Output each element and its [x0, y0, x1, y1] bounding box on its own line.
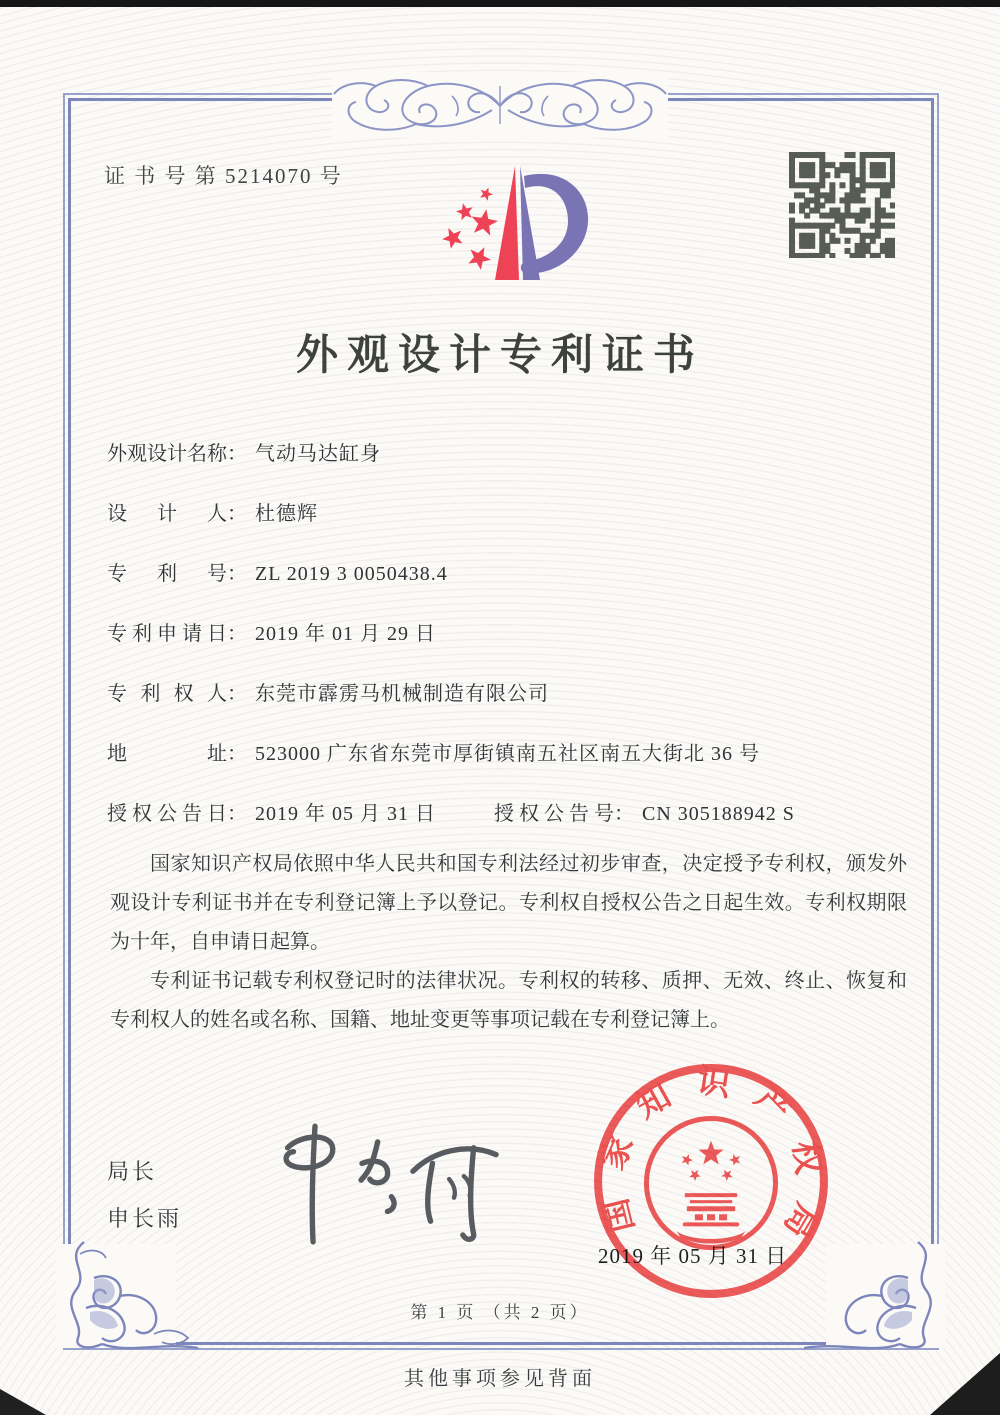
field-label: 外观设计名称 [107, 443, 227, 465]
svg-text:国家知识产权局 [592, 1062, 829, 1264]
field-colon: ： [227, 683, 247, 705]
field-colon: ： [614, 803, 634, 825]
officer-title: 局长 [107, 1159, 158, 1184]
officer-block [107, 1155, 182, 1249]
field-label: 地址 [107, 743, 227, 765]
national-emblem-seal-icon [590, 1060, 832, 1302]
field-value: 东莞市霹雳马机械制造有限公司 [255, 683, 549, 705]
page-number: 第 1 页 （共 2 页） [410, 1303, 590, 1322]
field-value: CN 305188942 S [642, 803, 795, 825]
bottom-left-flourish-icon [50, 1238, 202, 1356]
handwritten-signature-icon [268, 1118, 503, 1250]
field-value: 气动马达缸身 [255, 443, 381, 465]
field-address [107, 737, 910, 763]
field-label: 专利权人 [107, 683, 227, 705]
field-colon: ： [227, 743, 247, 765]
field-patentee [107, 677, 910, 703]
logo-stars [442, 188, 498, 270]
certificate-title: 外观设计专利证书 [295, 333, 704, 379]
top-flourish-ornament-icon [332, 72, 668, 138]
qr-code-icon [789, 152, 895, 258]
cnipa-patent-logo-icon [416, 160, 592, 302]
field-value: 2019 年 01 月 29 日 [255, 623, 436, 645]
field-value: ZL 2019 3 0050438.4 [255, 563, 448, 585]
field-designer [107, 497, 910, 523]
field-colon: ： [227, 443, 247, 465]
field-label: 专利申请日 [107, 623, 227, 645]
legal-text [110, 845, 907, 1040]
back-note: 其他事项参见背面 [404, 1368, 596, 1390]
scan-edge-bottom-left [0, 1389, 46, 1415]
seal-stars [682, 1141, 740, 1181]
field-grant-row [107, 797, 910, 823]
field-label: 授权公告号 [494, 803, 614, 825]
field-label: 专利号 [107, 563, 227, 585]
field-grant-number [494, 797, 795, 823]
field-value: 杜德辉 [255, 503, 318, 525]
field-value: 523000 广东省东莞市厚街镇南五社区南五大街北 36 号 [255, 743, 760, 765]
field-list [107, 437, 910, 857]
field-label: 授权公告日 [107, 803, 227, 825]
field-colon: ： [227, 563, 247, 585]
scan-edge-top [0, 0, 1000, 7]
field-design-name [107, 437, 910, 463]
field-application-date [107, 617, 910, 643]
field-patent-number [107, 557, 910, 583]
field-label: 设计人 [107, 503, 227, 525]
seal-date: 2019 年 05 月 31 日 [598, 1244, 788, 1268]
legal-paragraph-2: 专利证书记载专利权登记时的法律状况。专利权的转移、质押、无效、终止、恢复和专利权人的姓名或名称、国籍、地址变更等事项记载在专利登记簿上。 [110, 970, 907, 1031]
field-value: 2019 年 05 月 31 日 [255, 803, 436, 825]
field-grant-date [107, 797, 436, 823]
certificate-number: 证 书 号 第 5214070 号 [104, 164, 343, 188]
legal-paragraph-1: 国家知识产权局依照中华人民共和国专利法经过初步审查，决定授予专利权，颁发外观设计专利证书并在专利登记簿上予以登记。专利权自授权公告之日起生效。专利权期限为十年，自申请日起算。 [110, 853, 907, 953]
field-colon: ： [227, 503, 247, 525]
field-colon: ： [227, 623, 247, 645]
seal-text: 国家知识产权局 [591, 1062, 830, 1265]
field-colon: ： [227, 803, 247, 825]
officer-name: 申长雨 [107, 1206, 183, 1231]
